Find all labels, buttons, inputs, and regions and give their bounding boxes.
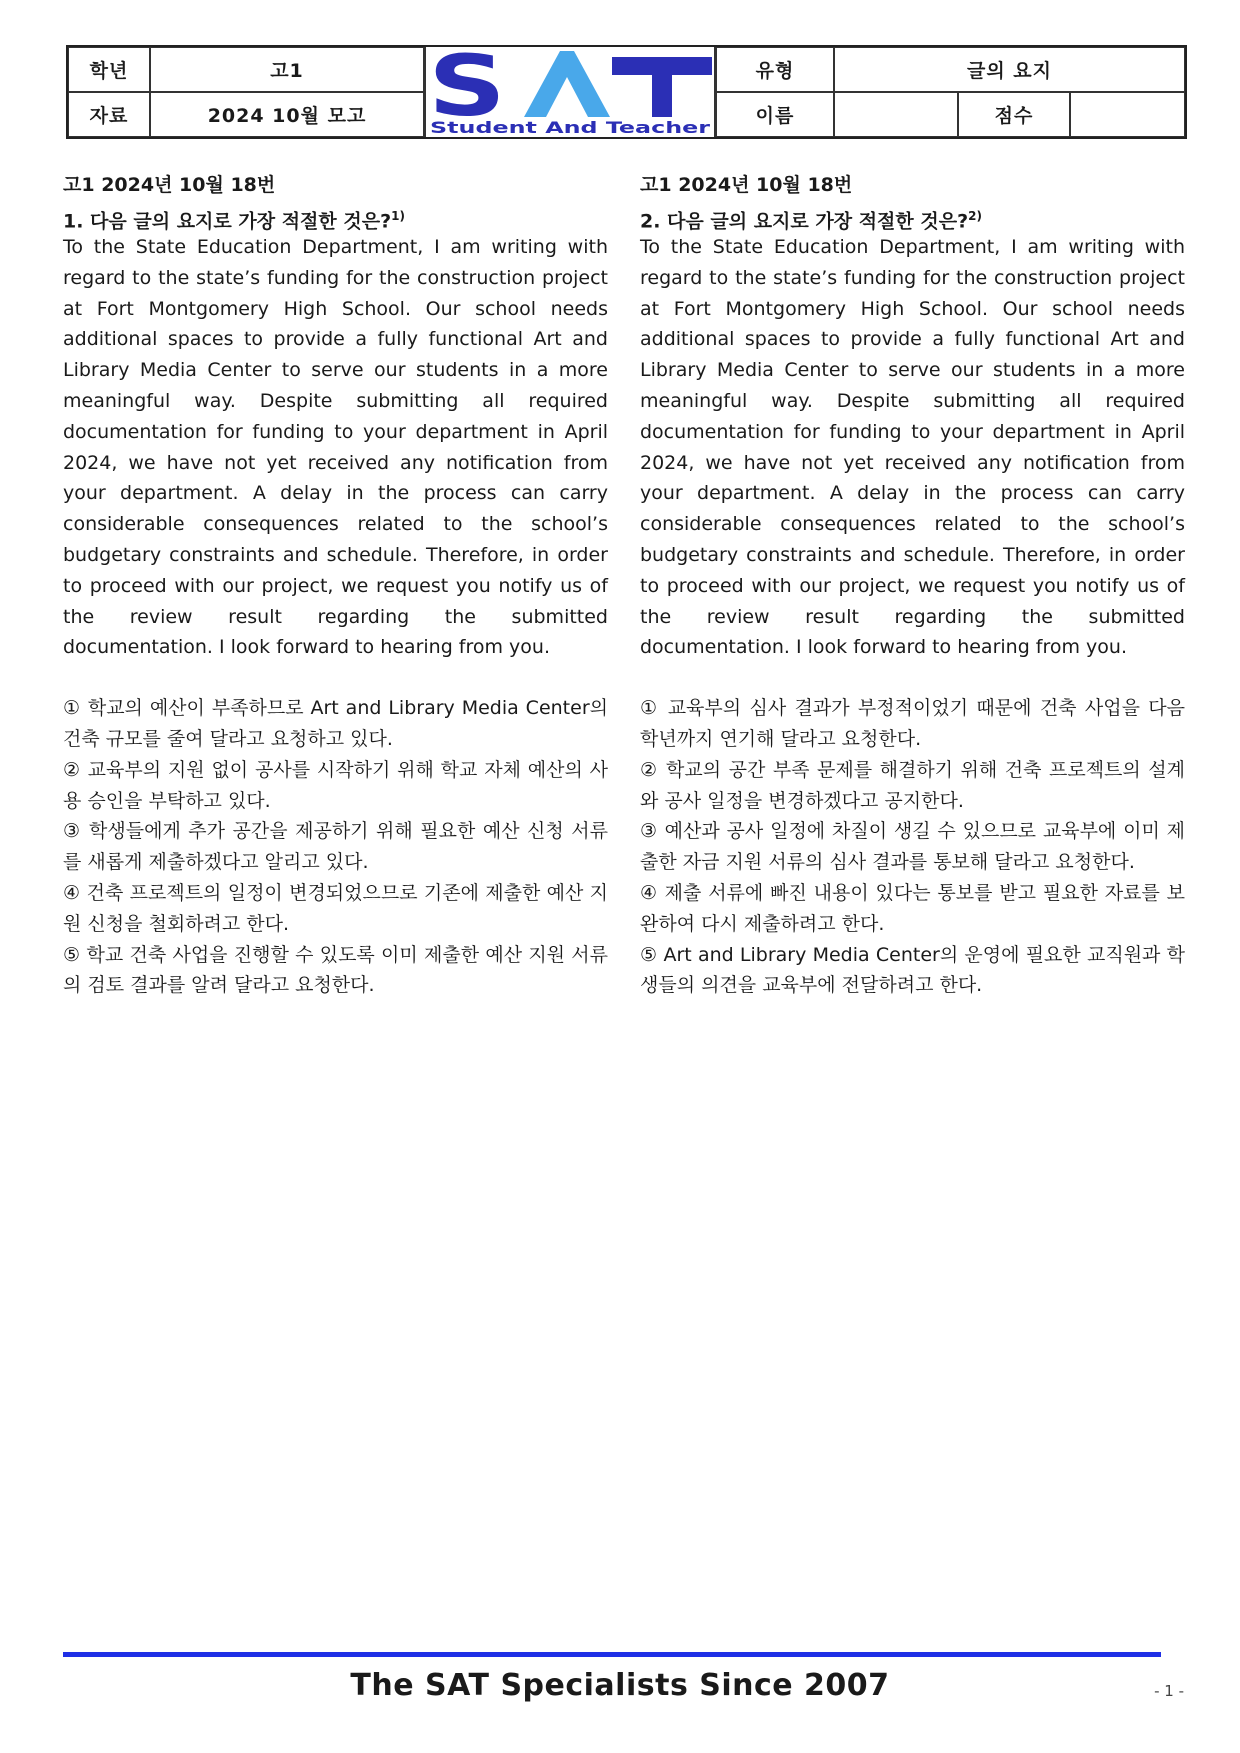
logo-letter-s: S (428, 47, 506, 135)
choice-3[interactable]: ③ 학생들에게 추가 공간을 제공하기 위해 필요한 예산 신청 서류를 새롭게 제출하겠다고 알리고 있다. (63, 820, 608, 874)
sat-logo-graphic (426, 47, 714, 137)
choice-2[interactable]: ② 학교의 공간 부족 문제를 해결하기 위해 건축 프로젝트의 설계와 공사 일정을 변경하겠다고 공지한다. (640, 758, 1185, 812)
choice-4[interactable]: ④ 제출 서류에 빠진 내용이 있다는 통보를 받고 필요한 자료를 보완하여 다시 제출하려고 한다. (640, 881, 1185, 935)
type-label: 유형 (716, 47, 834, 92)
choice-1[interactable]: ① 교육부의 심사 결과가 부정적이었기 때문에 건축 사업을 다음 학년까지 연기해 달라고 요청한다. (640, 697, 1185, 750)
footer-title: The SAT Specialists Since 2007 (350, 1668, 890, 1703)
question-title (63, 201, 608, 232)
sat-logo (424, 47, 716, 137)
footnote-marker: 1) (391, 209, 405, 223)
question-1 (63, 170, 608, 1001)
answer-choices (640, 693, 1185, 1001)
footer-rule (63, 1652, 1161, 1657)
choice-3[interactable]: ③ 예산과 공사 일정에 차질이 생길 수 있으므로 교육부에 이미 제출한 자금 지원 서류의 심사 결과를 통보해 달라고 요청한다. (640, 820, 1185, 874)
header-table (66, 45, 1187, 139)
page-number: - 1 - (1154, 1682, 1184, 1700)
logo-tagline: Student And Teacher (430, 118, 711, 137)
question-title-text: 1. 다음 글의 요지로 가장 적절한 것은? (63, 210, 392, 233)
logo-circle (558, 90, 576, 108)
question-2 (640, 170, 1185, 1001)
logo-letter-t (612, 57, 712, 117)
name-field[interactable] (834, 92, 958, 137)
question-source: 고1 2024년 10월 18번 (640, 174, 853, 196)
answer-choices (63, 693, 608, 1001)
choice-2[interactable]: ② 교육부의 지원 없이 공사를 시작하기 위해 학교 자체 예산의 사용 승인을 부탁하고 있다. (63, 758, 608, 812)
passage: To the State Education Department, I am writing with regard to the state’s funding for the construction project at Fort Montgomery High School. Our school needs additional spaces to provide a fully functional Art and Library Media Center to serve our students in a more meaningful way. Despite submitting all required documentation for funding to your department in April 2024, we have not yet received any notification from your department. A delay in the process can carry considerable consequences related to the school’s budgetary constraints and schedule. Therefore, in order to proceed with our project, we request you notify us of the review result regarding the submitted documentation. I look forward to hearing from you. (640, 236, 1185, 659)
material-value: 2024 10월 모고 (150, 92, 424, 137)
choice-5[interactable]: ⑤ 학교 건축 사업을 진행할 수 있도록 이미 제출한 예산 지원 서류의 검토 결과를 알려 달라고 요청한다. (63, 943, 608, 997)
score-field[interactable] (1070, 92, 1185, 137)
choice-5[interactable]: ⑤ Art and Library Media Center의 운영에 필요한 교직원과 학생들의 의견을 교육부에 전달하려고 한다. (640, 943, 1185, 997)
passage: To the State Education Department, I am writing with regard to the state’s funding for the construction project at Fort Montgomery High School. Our school needs additional spaces to provide a fully functional Art and Library Media Center to serve our students in a more meaningful way. Despite submitting all required documentation for funding to your department in April 2024, we have not yet received any notification from your department. A delay in the process can carry considerable consequences related to the school’s budgetary constraints and schedule. Therefore, in order to proceed with our project, we request you notify us of the review result regarding the submitted documentation. I look forward to hearing from you. (63, 236, 608, 659)
choice-4[interactable]: ④ 건축 프로젝트의 일정이 변경되었으므로 기존에 제출한 예산 지원 신청을 철회하려고 한다. (63, 881, 608, 935)
material-label: 자료 (68, 92, 150, 137)
score-label: 점수 (958, 92, 1070, 137)
grade-value: 고1 (150, 47, 424, 92)
question-source: 고1 2024년 10월 18번 (63, 174, 276, 196)
name-label: 이름 (716, 92, 834, 137)
type-value: 글의 요지 (834, 47, 1185, 92)
grade-label: 학년 (68, 47, 150, 92)
question-title-text: 2. 다음 글의 요지로 가장 적절한 것은? (640, 210, 969, 233)
question-title (640, 201, 1185, 232)
choice-1[interactable]: ① 학교의 예산이 부족하므로 Art and Library Media Center의 건축 규모를 줄여 달라고 요청하고 있다. (63, 697, 608, 750)
footnote-marker: 2) (968, 209, 982, 223)
